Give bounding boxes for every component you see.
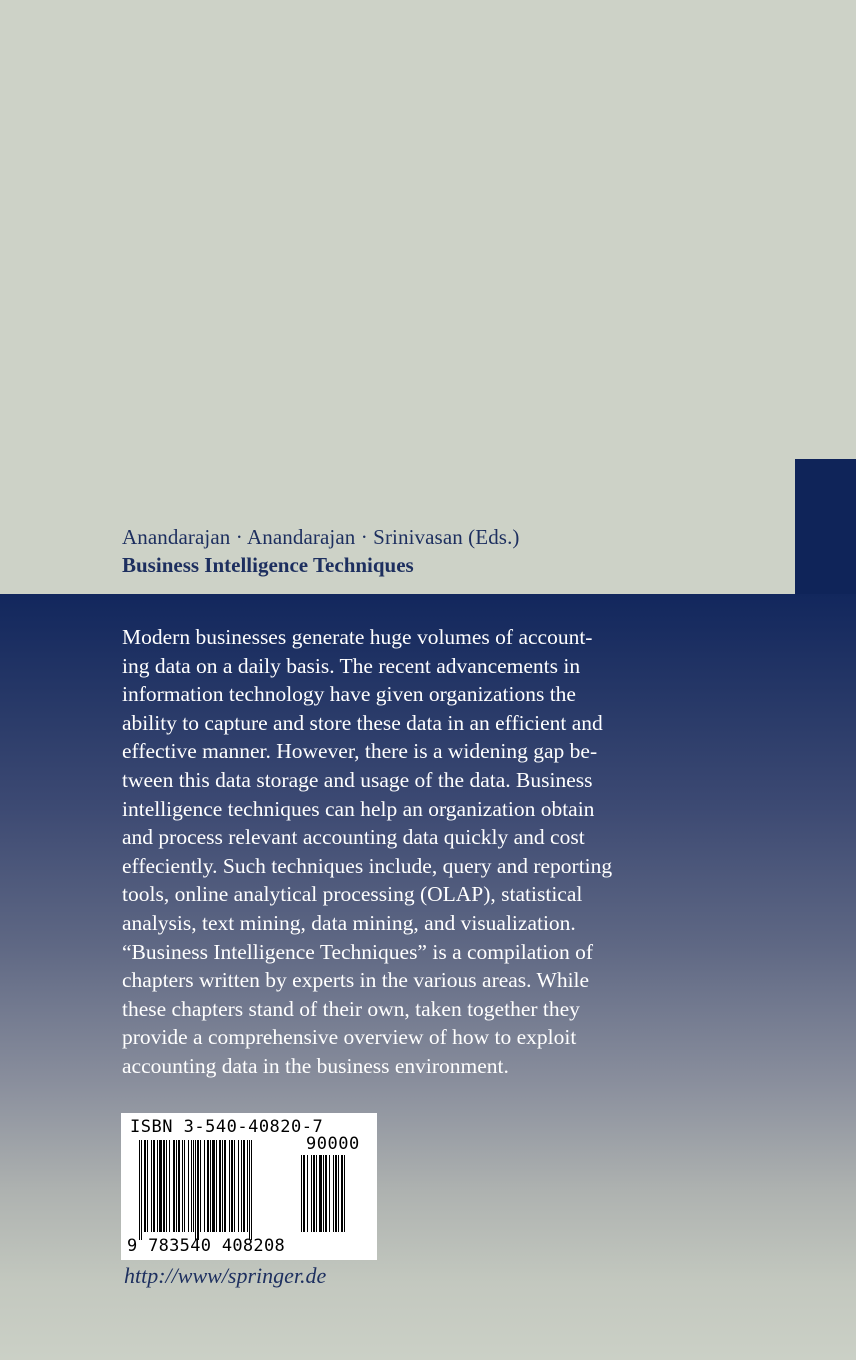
back-cover-blurb [122,623,662,1081]
barcode-bar [219,1140,221,1232]
barcode-bar [163,1140,165,1232]
barcode-bar [210,1140,211,1232]
barcode-bar [212,1140,215,1232]
blurb-line: effective manner. However, there is a widening gap be- [122,739,598,764]
barcode-bar [188,1140,189,1232]
barcode-bar [173,1140,175,1232]
barcode-bar [325,1155,327,1232]
barcode-bar [319,1155,322,1232]
barcode-bar [251,1140,252,1240]
blurb-line: Modern businesses generate huge volumes of account- [122,625,593,649]
blurb-line: these chapters stand of their own, taken together they [122,996,580,1021]
ean-barcode-bars [139,1140,289,1240]
barcode-bar [176,1140,177,1232]
barcode-bar [329,1155,330,1232]
barcode-bar [166,1140,167,1232]
barcode-bar [169,1140,170,1232]
ean-number: 9 783540 408208 [127,1236,286,1256]
blurb-line: chapters written by experts in the various areas. While [122,968,590,993]
barcode-bar [191,1140,192,1232]
blurb-line: and process relevant accounting data quickly and cost [122,825,585,850]
editors-line: Anandarajan · Anandarajan · Srinivasan (Eds.) [122,525,520,549]
barcode-bar [204,1140,205,1232]
barcode-bar [316,1155,317,1232]
barcode-bar [222,1140,223,1232]
barcode-bar [335,1155,337,1232]
barcode-bar [207,1140,209,1232]
barcode-bar [200,1140,201,1232]
publisher-url: http://www/springer.de [124,1263,327,1288]
barcode-bar [151,1140,152,1232]
barcode-bar [333,1155,334,1232]
barcode-bar [249,1140,250,1240]
blurb-line: information technology have given organizations the [122,682,576,707]
barcode-bar [153,1140,155,1232]
barcode-bar [338,1155,339,1232]
barcode-bar [231,1140,233,1232]
spine-color-tab [795,459,856,595]
barcode-bar [193,1140,194,1232]
barcode-bar [234,1140,235,1232]
barcode-bar [139,1140,140,1240]
blurb-line: “Business Intelligence Techniques” is a compilation of [122,939,593,964]
barcode-bar [141,1140,142,1240]
barcode-bar [197,1140,199,1240]
barcode-bar [229,1140,230,1232]
blurb-line: intelligence techniques can help an organization obtain [122,796,595,821]
barcode-bar [178,1140,180,1232]
barcode-bar [247,1140,248,1232]
cover-top-panel [0,0,856,594]
barcode-bar [195,1140,196,1240]
book-title: Business Intelligence Techniques [122,553,414,577]
barcode-bar [243,1140,245,1232]
barcode-bar [307,1155,308,1232]
barcode-bar [238,1140,239,1232]
barcode-bar [341,1155,343,1232]
barcode-bar [344,1155,345,1232]
blurb-line: ability to capture and store these data in an efficient and [122,710,603,735]
barcode-bar [159,1140,162,1232]
blurb-line: ing data on a daily basis. The recent advancements in [122,653,581,678]
barcode-bar [224,1140,226,1232]
barcode-bar [323,1155,324,1232]
barcode-bar [182,1140,183,1232]
barcode-bar [216,1140,217,1232]
barcode-bar [311,1155,312,1232]
price-code: 90000 [306,1134,360,1154]
barcode-bar [313,1155,315,1232]
barcode-bar [241,1140,242,1232]
blurb-line: provide a comprehensive overview of how to exploit [122,1025,577,1050]
blurb-line: accounting data in the business environment. [122,1053,509,1078]
blurb-line: tools, online analytical processing (OLAP), statistical [122,882,583,907]
blurb-line: analysis, text mining, data mining, and visualization. [122,910,576,935]
blurb-line: tween this data storage and usage of the data. Business [122,767,593,792]
barcode-bar [147,1140,148,1232]
barcode-bar [184,1140,185,1232]
isbn-number: ISBN 3-540-40820-7 [130,1117,324,1137]
barcode-bar [303,1155,305,1232]
isbn-barcode [121,1113,377,1260]
addon-barcode-bars [301,1155,365,1240]
barcode-bar [157,1140,158,1232]
barcode-bar [144,1140,146,1232]
barcode-bar [301,1155,302,1232]
blurb-line: effeciently. Such techniques include, query and reporting [122,853,613,878]
